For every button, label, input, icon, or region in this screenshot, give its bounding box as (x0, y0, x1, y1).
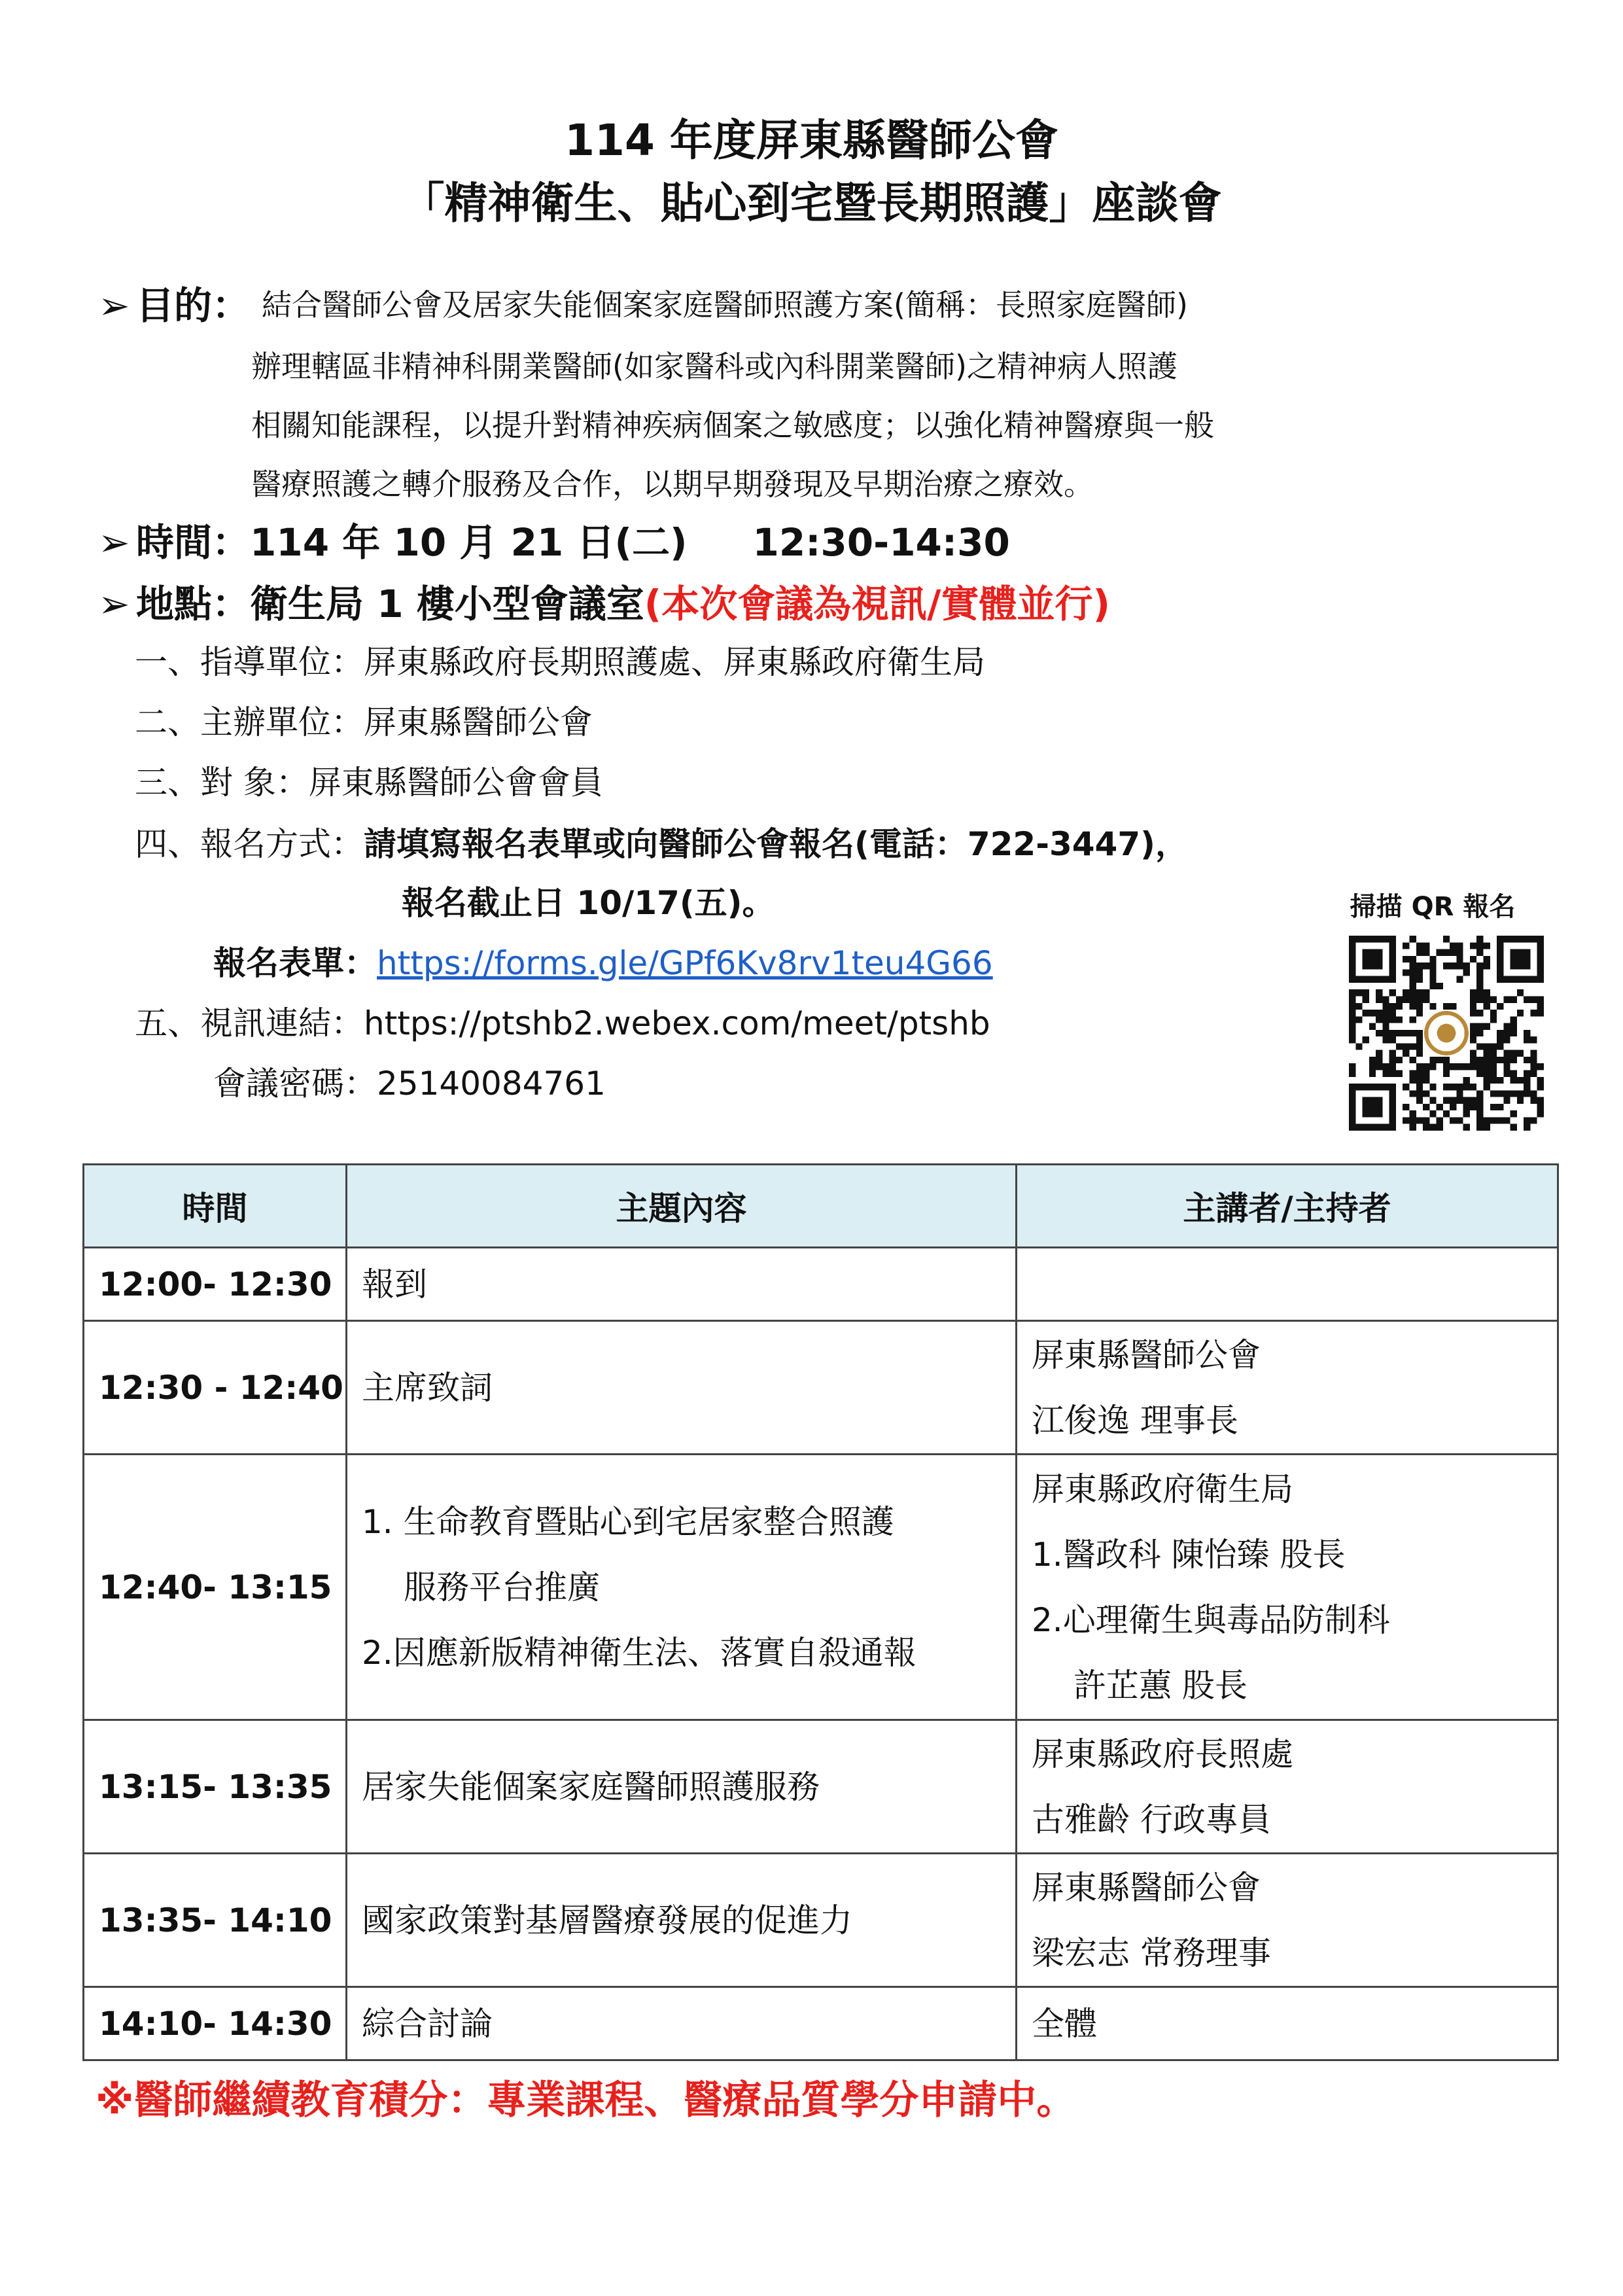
guide-value: 屏東縣政府長期照護處、屏東縣政府衛生局 (364, 643, 985, 681)
row-time: 13:15- 13:35 (84, 1720, 347, 1854)
arrow-icon: ➢ (98, 283, 130, 328)
row-speaker (1017, 1987, 1558, 2060)
purpose-line-1: 結合醫師公會及居家失能個案家庭醫師照護方案(簡稱：長照家庭醫師) (262, 287, 1188, 323)
location-line (98, 573, 1110, 628)
password-label: 會議密碼： (213, 1065, 377, 1103)
target-value: 屏東縣醫師公會會員 (308, 764, 603, 802)
header-time: 時間 (84, 1165, 347, 1248)
meeting-password (213, 1057, 606, 1104)
host-unit (135, 696, 593, 743)
signup-form (213, 937, 993, 984)
topic-line: 2.因應新版精神衛生法、落實自殺通報 (362, 1633, 916, 1672)
time-line (98, 512, 1010, 567)
signup-label: 四、報名方式： (135, 825, 364, 863)
time-hours: 12:30-14:30 (752, 520, 1010, 565)
purpose-label: 目的： (136, 283, 251, 328)
row-speaker (1017, 1720, 1558, 1854)
qr-code-icon[interactable] (1349, 936, 1544, 1131)
speaker-line: 屏東縣政府長照處 (1032, 1735, 1293, 1773)
speaker-line: 屏東縣醫師公會 (1032, 1335, 1261, 1374)
video-label: 五、視訊連結： (135, 1004, 364, 1042)
row-topic (347, 1720, 1017, 1854)
topic-line: 報到 (362, 1265, 427, 1303)
row-topic (347, 1321, 1017, 1455)
form-link[interactable]: https://forms.gle/GPf6Kv8rv1teu4G66 (377, 944, 993, 982)
cme-credit-note: ※醫師繼續教育積分：專業課程、醫療品質學分申請中。 (96, 2077, 1076, 2123)
time-date: 114 年 10 月 21 日(二) (250, 520, 688, 565)
row-time: 12:30 - 12:40 (84, 1321, 347, 1455)
row-time: 12:40- 13:15 (84, 1455, 347, 1720)
speaker-line: 1.醫政科 陳怡臻 股長 (1032, 1535, 1346, 1574)
speaker-line: 屏東縣醫師公會 (1032, 1868, 1261, 1907)
arrow-icon: ➢ (98, 582, 130, 626)
table-row (84, 1248, 1558, 1321)
password-value: 25140084761 (377, 1065, 606, 1103)
form-label: 報名表單： (213, 944, 377, 982)
signup-deadline: 報名截止日 10/17(五)。 (402, 884, 775, 922)
qr-label: 掃描 QR 報名 (1350, 892, 1516, 922)
video-link-row (135, 997, 990, 1044)
time-label: 時間： (136, 520, 251, 565)
speaker-line: 2.心理衛生與毒品防制科 (1032, 1600, 1390, 1639)
topic-line: 綜合討論 (362, 2004, 493, 2043)
schedule-table (82, 1163, 1559, 2061)
table-row (84, 1720, 1558, 1854)
speaker-line: 屏東縣政府衛生局 (1032, 1470, 1293, 1508)
purpose-line-3: 相關知能課程，以提升對精神疾病個案之敏感度；以強化精神醫療與一般 (251, 408, 1214, 443)
location-note: (本次會議為視訊/實體並行) (644, 582, 1110, 626)
purpose-line-2: 辦理轄區非精神科開業醫師(如家醫科或內科開業醫師)之精神病人照護 (251, 349, 1178, 384)
signup-value: 請填寫報名表單或向醫師公會報名(電話：722-3447)， (364, 825, 1188, 863)
row-speaker (1017, 1455, 1558, 1720)
row-time: 12:00- 12:30 (84, 1248, 347, 1321)
table-row (84, 1455, 1558, 1720)
signup-method (135, 818, 1188, 865)
row-time: 14:10- 14:30 (84, 1987, 347, 2060)
header-speaker: 主講者/主持者 (1017, 1165, 1558, 1248)
row-topic (347, 1854, 1017, 1987)
row-speaker (1017, 1321, 1558, 1455)
purpose-heading (98, 275, 250, 330)
guide-label: 一、指導單位： (135, 643, 364, 681)
location-place: 衛生局 1 樓小型會議室 (250, 582, 644, 626)
header-topic: 主題內容 (347, 1165, 1017, 1248)
row-speaker (1017, 1248, 1558, 1321)
table-row (84, 1854, 1558, 1987)
host-label: 二、主辦單位： (135, 703, 364, 741)
topic-line: 居家失能個案家庭醫師照護服務 (362, 1767, 820, 1806)
table-header-row (84, 1165, 1558, 1248)
speaker-line: 江俊逸 理事長 (1032, 1401, 1238, 1439)
video-link[interactable]: https://ptshb2.webex.com/meet/ptshb (364, 1004, 990, 1042)
speaker-line: 許芷蕙 股長 (1073, 1666, 1248, 1704)
topic-line: 1. 生命教育暨貼心到宅居家整合照護 (362, 1502, 894, 1541)
row-topic (347, 1248, 1017, 1321)
table-row (84, 1987, 1558, 2060)
speaker-line: 全體 (1032, 2004, 1097, 2043)
row-topic (347, 1987, 1017, 2060)
arrow-icon: ➢ (98, 520, 130, 565)
target-audience (135, 756, 603, 804)
topic-line: 國家政策對基層醫療發展的促進力 (362, 1901, 852, 1939)
location-label: 地點： (136, 582, 251, 626)
speaker-line: 古雅齡 行政專員 (1032, 1800, 1271, 1839)
purpose-line-4: 醫療照護之轉介服務及合作，以期早期發現及早期治療之療效。 (251, 467, 1094, 502)
host-value: 屏東縣醫師公會 (364, 703, 593, 741)
table-row (84, 1321, 1558, 1455)
speaker-line: 梁宏志 常務理事 (1032, 1934, 1271, 1972)
row-speaker (1017, 1854, 1558, 1987)
row-time: 13:35- 14:10 (84, 1854, 347, 1987)
topic-line: 主席致詞 (362, 1368, 493, 1407)
row-topic (347, 1455, 1017, 1720)
topic-line: 服務平台推廣 (404, 1568, 600, 1606)
guide-unit (135, 636, 985, 683)
target-label: 三、對 象： (135, 764, 309, 802)
title-line-1: 114 年度屏東縣醫師公會 (565, 115, 1058, 166)
title-line-2: 「精神衛生、貼心到宅暨長期照護」座談會 (401, 178, 1222, 228)
